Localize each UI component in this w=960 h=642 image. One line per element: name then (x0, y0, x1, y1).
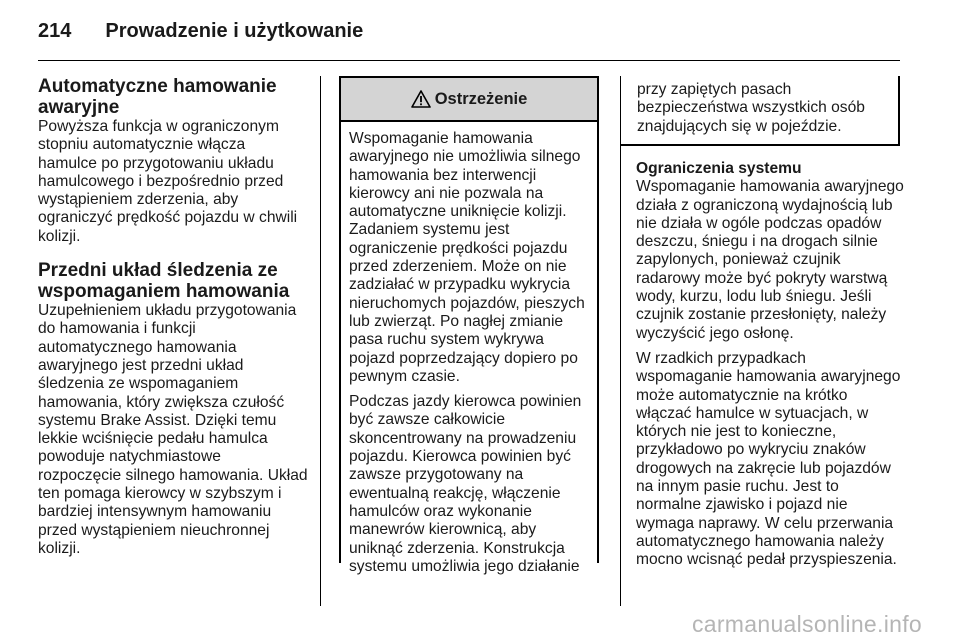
warning-continuation-text: przy zapiętych pasach bezpieczeństwa wszystkich osób znajdujących się w pojeździe. (637, 81, 865, 135)
warning-triangle-icon (411, 90, 431, 108)
paragraph-limitations-1: Wspomaganie hamowania awaryjnego działa z ograniczoną wydajnością lub nie działa w ogóle podczas opadów deszczu, śniegu i na drogach silnie zapylonych, ponieważ czujnik radarowy może być pokryty warstwą wody, kurzu, lodu lub śniegu. Jeśli czujnik zostanie przesłonięty, należy wyczyścić jego osłonę. (636, 178, 904, 342)
warning-box (339, 76, 599, 575)
column-left (38, 76, 308, 558)
section-heading-front-tracking: Przedni układ śledzenia ze wspomaganiem hamowania (38, 260, 290, 303)
paragraph-front-tracking: Uzupełnieniem układu przygotowania do hamowania i funkcji automatycznego hamowania awaryjnego jest przedni układ śledzenia ze wspomaganiem hamowania, który zwiększa czułość systemu Brake Assist. Dzięki temu lekkie wciśnięcie pedału hamulca powoduje natychmiastowe rozpoczęcie silnego hamowania. Układ ten pomaga kierowcy w szybszym i bardziej intensywnym hamowaniu przed wystąpieniem nieuchronnej kolizji. (38, 302, 308, 557)
section-heading-limitations: Ograniczenia systemu (636, 160, 802, 177)
header-divider (38, 60, 900, 61)
warning-body (341, 122, 597, 576)
warning-title: Ostrzeżenie (434, 89, 528, 108)
page-title: Prowadzenie i użytkowanie (105, 19, 364, 42)
watermark: carmanualsonline.info (691, 611, 922, 637)
page-number: 214 (38, 19, 72, 42)
page-header (38, 14, 363, 48)
paragraph-aeb: Powyższa funkcja w ograniczonym stopniu automatycznie włącza hamulce po przygotowaniu układu hamulcowego i bezpośrednio przed wystąpieniem zderzenia, aby ograniczyć prędkość pojazdu w chwili kolizji. (38, 118, 298, 245)
warning-header (341, 78, 597, 122)
column-right (636, 160, 904, 570)
section-heading-aeb: Automatyczne hamowanie awaryjne (38, 76, 277, 118)
column-divider-right (620, 76, 621, 606)
warning-paragraph-2: Podczas jazdy kierowca powinien być zawsze całkowicie skoncentrowany na prowadzeniu pojazdu. Kierowca powinien być zawsze przygotowany na ewentualną reakcję, włączenie hamulców oraz wykonanie manewrów kierownicą, aby uniknąć zderzenia. Konstrukcja systemu umożliwia jego działanie (349, 393, 582, 575)
paragraph-limitations-2: W rzadkich przypadkach wspomaganie hamowania awaryjnego może automatycznie na krótko włączać hamulce w sytuacjach, w których nie jest to konieczne, przykładowo po wykryciu znaków drogowych na zakręcie lub pojazdów na innym pasie ruchu. Jest to normalne zjawisko i pojazd nie wymaga naprawy. W celu przerwania automatycznego hamowania należy mocno wcisnąć pedał przyspieszenia. (636, 349, 901, 569)
column-divider-left (320, 76, 321, 606)
warning-box-continuation (620, 76, 900, 146)
warning-paragraph-1: Wspomaganie hamowania awaryjnego nie umożliwia silnego hamowania bez interwencji kierowcy ani nie pozwala na automatyczne uniknięcie kolizji. Zadaniem systemu jest ograniczenie prędkości pojazdu przed zderzeniem. Może on nie zadziałać w przypadku wykrycia nieruchomych pojazdów, pieszych lub zwierząt. Po nagłej zmianie pasa ruchu system wykrywa pojazd poprzedzający dopiero po pewnym czasie. (349, 130, 585, 385)
